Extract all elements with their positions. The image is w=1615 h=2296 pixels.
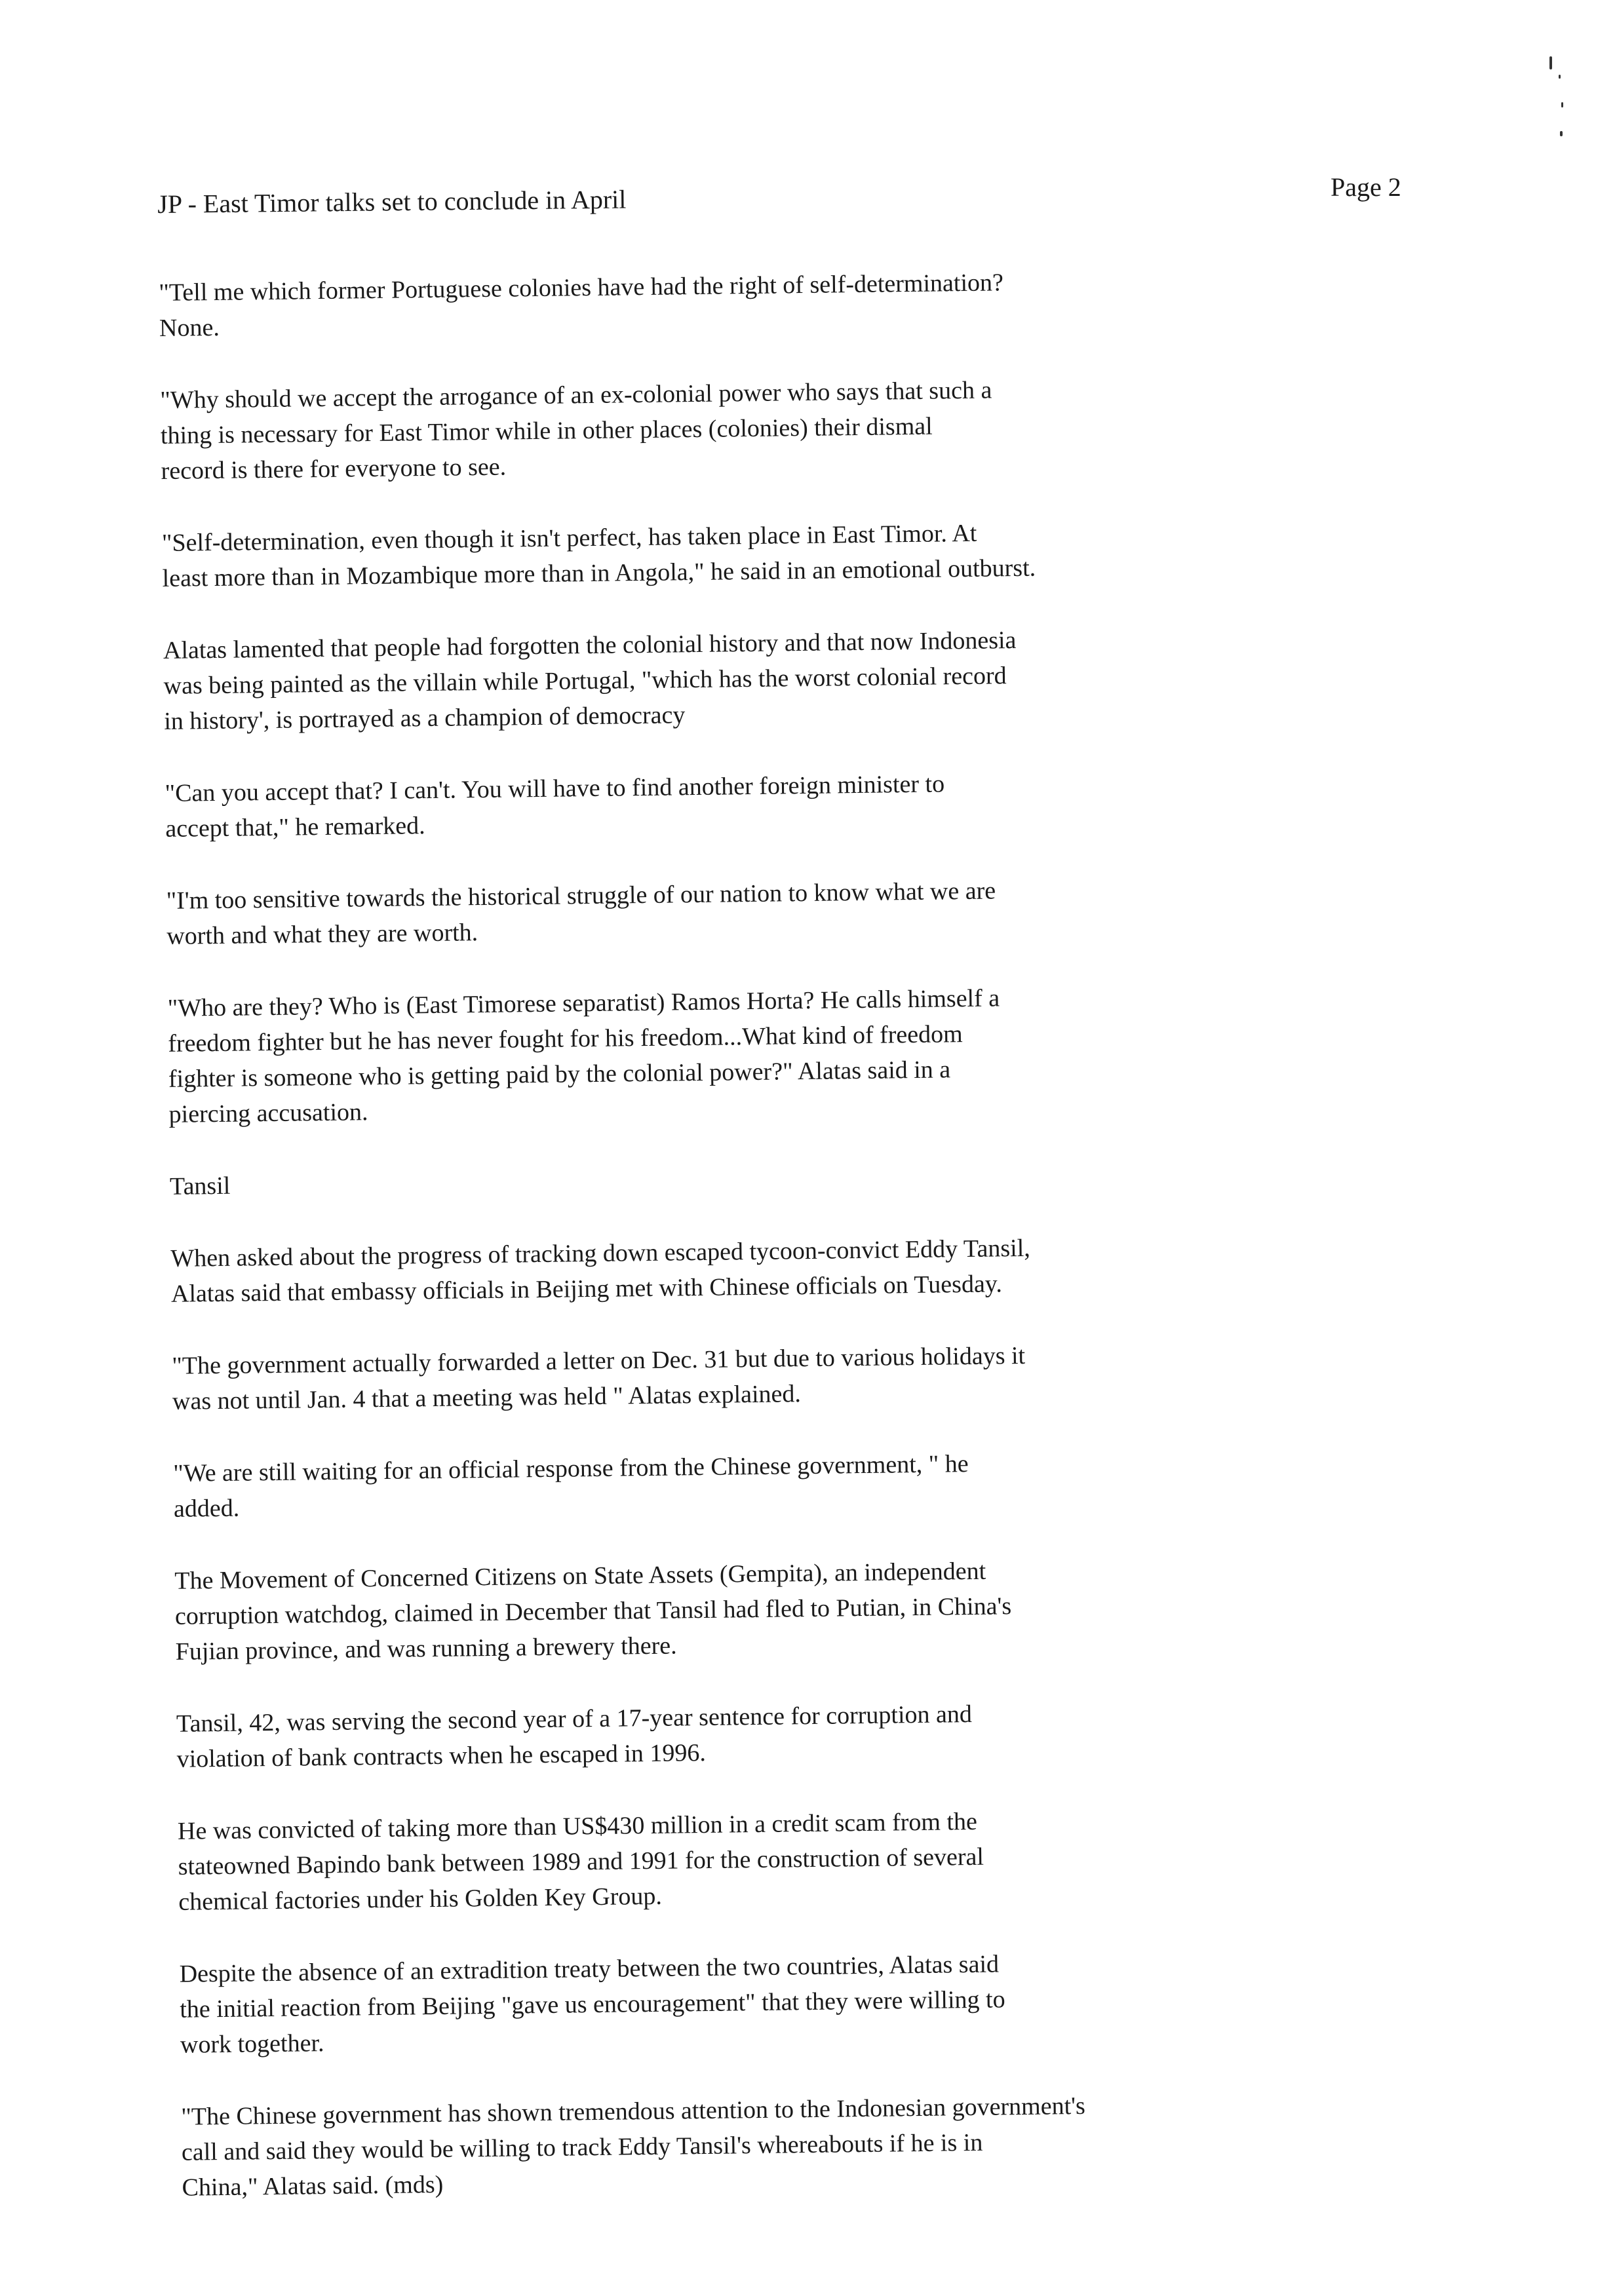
paragraph: "I'm too sensitive towards the historical struggle of our nation to know what we are worth and what they are worth. bbox=[166, 877, 996, 950]
paragraph: "We are still waiting for an official response from the Chinese government, " he added. bbox=[173, 1450, 969, 1523]
paragraph: When asked about the progress of tracking down escaped tycoon-convict Eddy Tansil, Alatas said that embassy officials in Beijing met with Chinese officials on Tuesday. bbox=[170, 1234, 1030, 1308]
scan-speck bbox=[1561, 102, 1563, 107]
scan-speck bbox=[1549, 56, 1552, 69]
scan-speck bbox=[1560, 131, 1563, 136]
paragraph: "The government actually forwarded a letter on Dec. 31 but due to various holidays it was not until Jan. 4 that a meeting was held " Alatas explained. bbox=[172, 1341, 1026, 1415]
paragraph: The Movement of Concerned Citizens on State Assets (Gempita), an independent corruption watchdog, claimed in December that Tansil had fled to Putian, in China's Fujian province, and was running a brewery there. bbox=[174, 1557, 1012, 1666]
header-title: JP - East Timor talks set to conclude in April bbox=[157, 184, 627, 219]
paragraph: He was convicted of taking more than US$430 million in a credit scam from the stateowned Bapindo bank between 1989 and 1991 for the construction of several chemical factories under his Golden Key Group. bbox=[177, 1807, 984, 1916]
paragraph: "Tell me which former Portuguese colonies have had the right of self-determination? None. bbox=[159, 269, 1004, 342]
paragraph: "The Chinese government has shown tremendous attention to the Indonesian government's call and said they would be willing to track Eddy Tansil's whereabouts if he is in China," Alatas said. (mds) bbox=[181, 2092, 1086, 2202]
paragraph: Despite the absence of an extradition treaty between the two countries, Alatas said the initial reaction from Beijing "gave us encouragement" that they were willing to work together. bbox=[179, 1950, 1005, 2059]
paragraph: "Can you accept that? I can't. You will have to find another foreign minister to accept that," he remarked. bbox=[165, 770, 945, 843]
paragraph: "Self-determination, even though it isn't perfect, has taken place in East Timor. At least more than in Mozambique more than in Angola," he said in an emotional outburst. bbox=[161, 519, 1036, 592]
paragraph: "Who are they? Who is (East Timorese separatist) Ramos Horta? He calls himself a freedom fighter but he has never fought for his freedom...What kind of freedom fighter is someone who is getting paid by the colonial power?" Alatas said in a piercing accusation. bbox=[167, 984, 1000, 1128]
paragraph: Alatas lamented that people had forgotten the colonial history and that now Indonesia was being painted as the villain while Portugal, "which has the worst colonial record in history', is portrayed as a champion of democracy bbox=[163, 626, 1017, 735]
paragraph: Tansil, 42, was serving the second year of a 17-year sentence for corruption and violation of bank contracts when he escaped in 1996. bbox=[176, 1700, 973, 1773]
paragraph: "Why should we accept the arrogance of an ex-colonial power who says that such a thing is necessary for East Timor while in other places (colonies) their dismal record is there for everyone to see. bbox=[160, 376, 992, 485]
scan-speck bbox=[1559, 75, 1561, 79]
section-subheading: Tansil bbox=[169, 1172, 231, 1200]
article-body bbox=[159, 262, 1258, 2242]
page-number: Page 2 bbox=[1331, 172, 1401, 202]
